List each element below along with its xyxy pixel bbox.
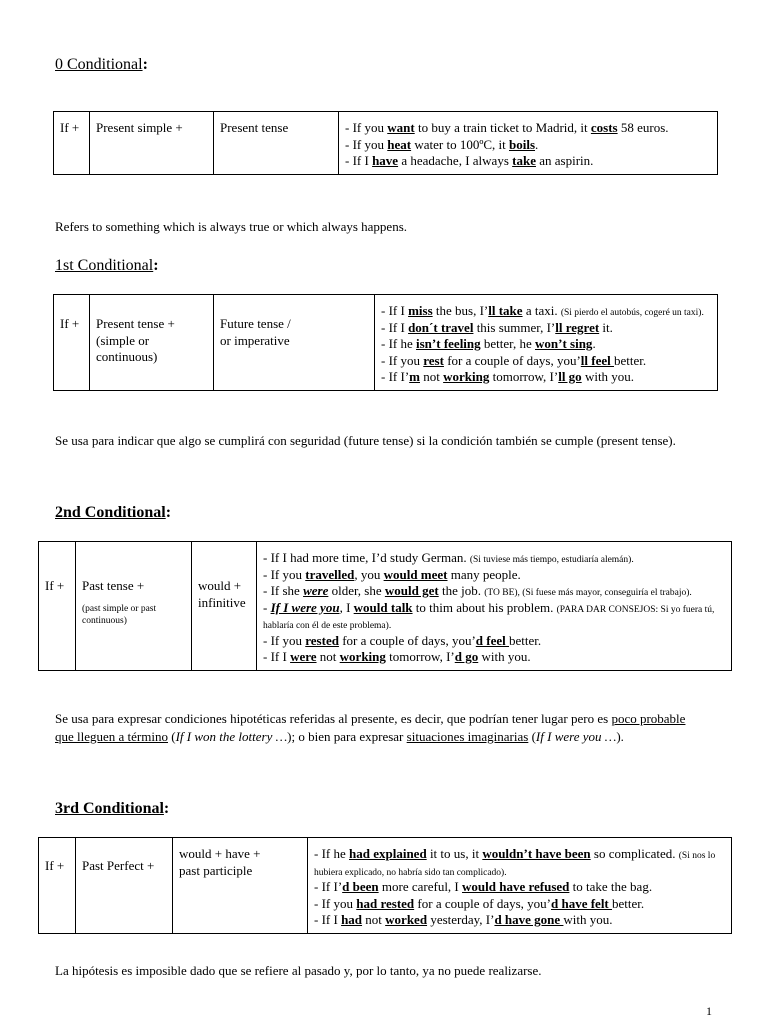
condition-line: continuous)	[96, 349, 158, 364]
example-line: - If you heat water to 100ºC, it boils.	[345, 136, 539, 152]
result-cell	[192, 542, 257, 671]
result-cell: Present tense	[214, 112, 339, 175]
example-line: - If you rested for a couple of days, you’d feel better.	[263, 632, 542, 648]
example-line: - If I had not worked yesterday, I’d have gone with you.	[314, 912, 613, 927]
page-number: 1	[706, 1004, 712, 1018]
heading-colon: :	[163, 800, 170, 817]
result-line: infinitive	[198, 594, 246, 610]
examples-cell	[375, 295, 718, 391]
third-conditional-table	[38, 837, 732, 934]
condition-note: (past simple or past continuous)	[82, 603, 157, 626]
table-row	[39, 838, 732, 934]
examples-cell	[339, 112, 718, 175]
if-cell: If +	[39, 542, 76, 671]
example-line: - If I were you, I would talk to thim about his problem. (PARA DAR CONSEJOS: Si yo fuera tú, hablaría con él de este problema).	[263, 599, 715, 631]
first-conditional-note: Se usa para indicar que algo se cumplirá con seguridad (future tense) si la condición también se cumple (present tense).	[55, 433, 676, 448]
second-conditional-note: Se usa para expresar condiciones hipotéticas referidas al presente, es decir, que podrían tener lugar pero es poco probable que lleguen a término (If I won the lottery …); o bien para expresar situaciones imaginarias (If I were you …).	[55, 711, 686, 744]
example-line: - If you want to buy a train ticket to Madrid, it costs 58 euros.	[345, 120, 669, 135]
if-cell: If +	[54, 112, 90, 175]
if-cell: If +	[39, 838, 76, 934]
example-line: - If you had rested for a couple of days, you’d have felt better.	[314, 895, 645, 911]
heading-text: 2nd Conditional	[55, 504, 166, 521]
condition-cell: Present simple +	[90, 112, 214, 175]
example-line: - If I had more time, I’d study German. (Si tuviese más tiempo, estudiaría alemán).	[263, 550, 634, 565]
result-line: would + have +	[179, 846, 261, 861]
heading-colon: :	[165, 504, 172, 521]
heading-zero-conditional	[55, 56, 148, 74]
heading-second-conditional	[55, 504, 171, 522]
examples-cell	[257, 542, 732, 671]
result-cell	[173, 838, 308, 934]
first-conditional-table	[53, 294, 718, 391]
heading-third-conditional	[55, 800, 169, 818]
result-cell	[214, 295, 375, 391]
condition-cell: Past Perfect +	[76, 838, 173, 934]
third-conditional-note: La hipótesis es imposible dado que se refiere al pasado y, por lo tanto, ya no puede realizarse.	[55, 963, 542, 978]
table-row	[54, 112, 718, 175]
example-line: - If she were older, she would get the job. (TO BE), (Si fuese más mayor, conseguiría el trabajo).	[263, 583, 692, 598]
result-line: past participle	[179, 862, 253, 878]
zero-conditional-table	[53, 111, 718, 175]
example-line: - If I have a headache, I always take an aspirin.	[345, 153, 594, 168]
example-line: - If I miss the bus, I’ll take a taxi. (Si pierdo el autobús, cogeré un taxi).	[381, 303, 704, 318]
example-line: - If I’m not working tomorrow, I’ll go with you.	[381, 369, 635, 384]
if-cell: If +	[54, 295, 90, 391]
heading-first-conditional	[55, 257, 159, 275]
heading-text: 1st Conditional	[55, 257, 154, 274]
condition-line: (simple or	[96, 332, 150, 348]
example-line: - If you travelled, you would meet many people.	[263, 566, 521, 582]
result-line: or imperative	[220, 332, 290, 348]
example-line: - If I were not working tomorrow, I’d go with you.	[263, 649, 531, 664]
table-row	[39, 542, 732, 671]
example-line: - If he isn’t feeling better, he won’t sing.	[381, 336, 596, 351]
heading-colon: :	[142, 56, 148, 73]
table-row	[54, 295, 718, 391]
heading-colon: :	[153, 257, 159, 274]
example-line: - If you rest for a couple of days, you’ll feel better.	[381, 352, 647, 368]
examples-cell	[308, 838, 732, 934]
condition-line: Present tense +	[96, 316, 175, 331]
result-line: would +	[198, 578, 242, 593]
example-line: - If I’d been more careful, I would have refused to take the bag.	[314, 879, 653, 894]
condition-cell	[90, 295, 214, 391]
example-line: - If I don´t travel this summer, I’ll regret it.	[381, 319, 613, 335]
example-line: - If he had explained it to us, it wouldn’t have been so complicated. (Si nos lo hubiera explicado, no habría sido tan complicado).	[314, 846, 716, 878]
heading-text: 0 Conditional	[55, 56, 143, 73]
condition-line: Past tense +	[82, 578, 145, 593]
heading-text: 3rd Conditional	[55, 800, 164, 817]
second-conditional-table	[38, 541, 732, 671]
zero-conditional-note: Refers to something which is always true or which always happens.	[55, 219, 408, 234]
result-line: Future tense /	[220, 316, 291, 331]
condition-cell	[76, 542, 192, 671]
